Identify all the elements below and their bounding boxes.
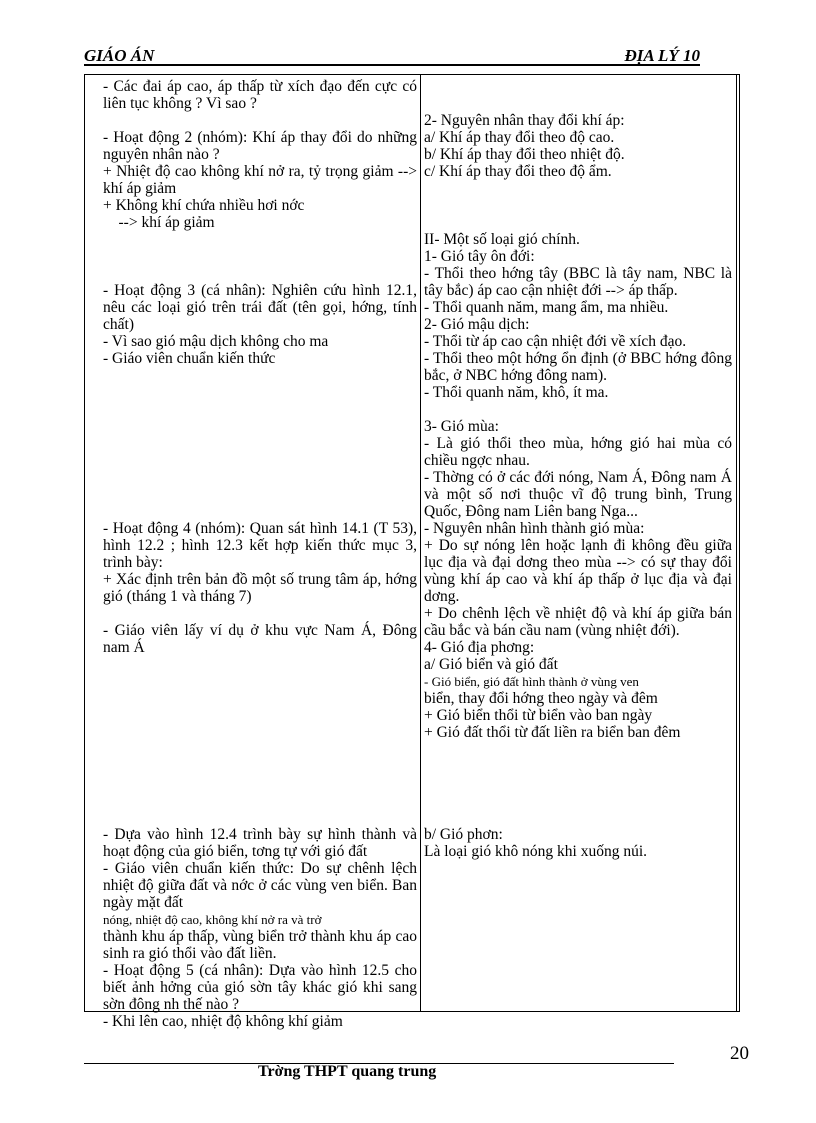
right-line: - Nguyên nhân hình thành gió mùa: [424,520,645,537]
right-line: 2- Nguyên nhân thay đổi khí áp: [424,112,625,129]
right-line: 2- Gió mậu dịch: [424,316,530,333]
left-line: - Giáo viên lấy ví dụ ở khu vực Nam Á, Đông nam Á [103,622,417,656]
left-column [103,78,417,1030]
left-line [103,112,417,129]
right-line: b/ Gió phơn: [424,826,503,843]
left-line [103,231,417,248]
right-line: - Là gió thổi theo mùa, hớng gió hai mùa có chiều ngợc nhau. [424,435,732,469]
right-line: - Thổi quanh năm, mang ẩm, ma nhiều. [424,299,669,316]
left-line: thành khu áp thấp, vùng biển trở thành khu áp cao sinh ra gió thổi vào đất liền. [103,928,417,962]
header-right: ĐỊA LÝ 10 [624,46,700,65]
right-line: b/ Khí áp thay đổi theo nhiệt độ. [424,146,625,163]
left-line: - Hoạt động 2 (nhóm): Khí áp thay đổi do những nguyên nhân nào ? [103,129,417,163]
left-line: - Khi lên cao, nhiệt độ không khí giảm [103,1013,343,1030]
left-line: - Dựa vào hình 12.4 trình bày sự hình thành và hoạt động của gió biển, tơng tự với gió đất [103,826,417,860]
right-line: + Do sự nóng lên hoặc lạnh đi không đều giữa lục địa và đại dơng theo mùa --> có sự thay đổi vùng khí áp cao và khí áp thấp ở lục địa và đại dơng. [424,537,732,605]
right-line: 4- Gió địa phơng: [424,639,535,656]
right-line: - Thổi theo một hớng ổn định (ở BBC hớng đông bắc, ở NBC hớng đông nam). [424,350,732,384]
school-name: Trờng THPT quang trung [258,1063,437,1080]
right-line: a/ Gió biển và gió đất [424,656,558,673]
left-line: + Nhiệt độ cao không khí nở ra, tỷ trọng giảm --> khí áp giảm [103,163,417,197]
right-border [736,74,737,1012]
header-left: GIÁO ÁN [84,46,155,65]
right-line: biển, thay đổi hớng theo ngày và đêm [424,690,658,707]
right-line: a/ Khí áp thay đổi theo độ cao. [424,129,615,146]
right-line: 3- Gió mùa: [424,418,499,435]
right-line: - Thổi theo hớng tây (BBC là tây nam, NBC là tây bắc) áp cao cận nhiệt đới --> áp thấp. [424,265,732,299]
left-line: - Giáo viên chuẩn kiến thức [103,350,276,367]
left-line: - Các đai áp cao, áp thấp từ xích đạo đến cực có liên tục không ? Vì sao ? [103,78,417,112]
right-line: 1- Gió tây ôn đới: [424,248,535,265]
right-line: Là loại gió khô nóng khi xuống núi. [424,843,648,860]
right-column [424,78,732,860]
left-line: - Hoạt động 5 (cá nhân): Dựa vào hình 12.5 cho biết ảnh hởng của gió sờn tây khác gió khi sang sờn đông nh thế nào ? [103,962,417,1013]
column-divider [420,74,421,1012]
left-line: + Xác định trên bản đồ một số trung tâm áp, hớng gió (tháng 1 và tháng 7) [103,571,417,605]
page-header [84,46,700,66]
right-line: II- Một số loại gió chính. [424,231,580,248]
left-line: --> khí áp giảm [103,214,215,231]
left-line: nóng, nhiệt độ cao, không khí nở ra và trở [103,912,322,927]
left-line [103,248,417,265]
right-line: + Do chênh lệch về nhiệt độ và khí áp giữa bán cầu bắc và bán cầu nam (vùng nhiệt đới). [424,605,732,639]
left-line: - Hoạt động 4 (nhóm): Quan sát hình 14.1 (T 53), hình 12.2 ; hình 12.3 kết hợp kiến thức mục 3, trình bày: [103,520,417,571]
right-line: c/ Khí áp thay đổi theo độ ẩm. [424,163,612,180]
right-line: - Thờng có ở các đới nóng, Nam Á, Đông nam Á và một số nơi thuộc vĩ độ trung bình, Trung Quốc, Đông nam Liên bang Nga... [424,469,732,520]
left-line: + Không khí chứa nhiều hơi nớc [103,197,305,214]
right-line: - Gió biển, gió đất hình thành ở vùng ven [424,674,639,689]
right-line: - Thổi từ áp cao cận nhiệt đới về xích đạo. [424,333,687,350]
left-line: - Giáo viên chuẩn kiến thức: Do sự chênh lệch nhiệt độ giữa đất và nớc ở các vùng ven biển. Ban ngày mặt đất [103,860,417,911]
right-line: + Gió đất thổi từ đất liền ra biển ban đêm [424,724,681,741]
left-line [103,265,417,282]
page-number: 20 [730,1043,749,1064]
right-line: - Thổi quanh năm, khô, ít ma. [424,384,609,401]
left-line: - Hoạt động 3 (cá nhân): Nghiên cứu hình 12.1, nêu các loại gió trên trái đất (tên gọi, hớng, tính chất) [103,282,417,333]
left-line: - Vì sao gió mậu dịch không cho ma [103,333,329,350]
right-line: + Gió biển thổi từ biển vào ban ngày [424,707,653,724]
